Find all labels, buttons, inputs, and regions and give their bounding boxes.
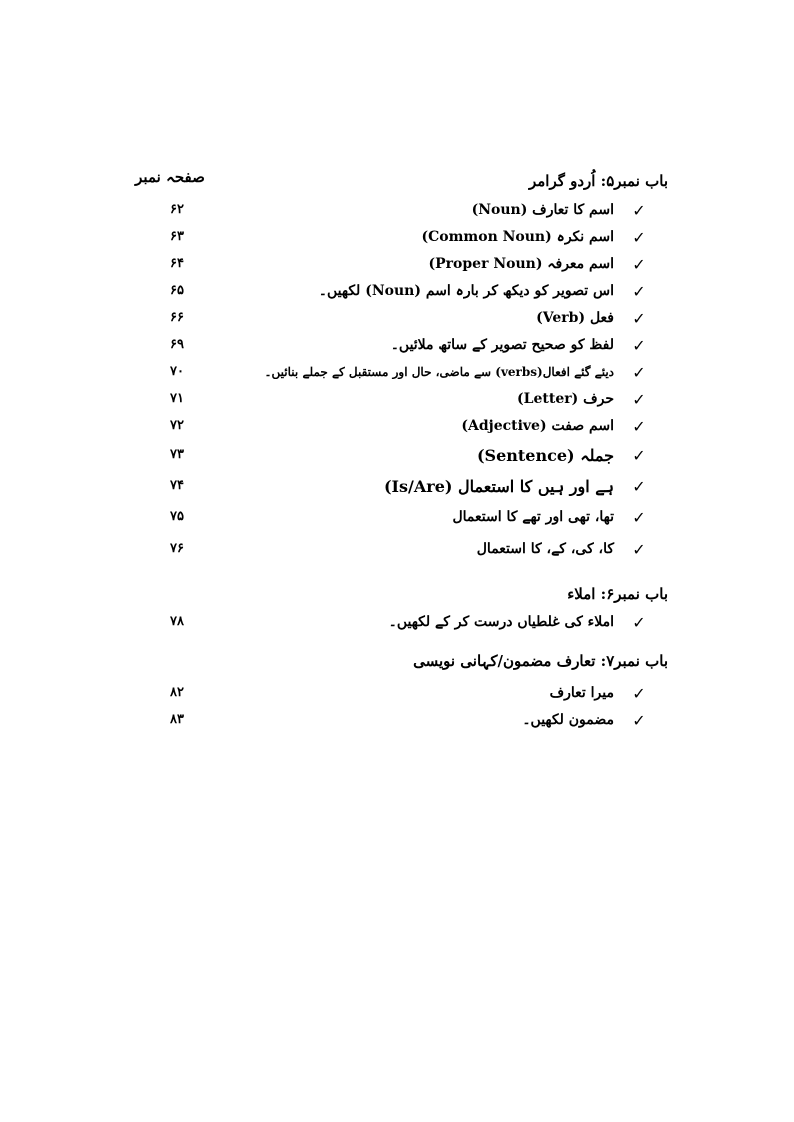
check-icon: ✓	[632, 308, 646, 328]
toc-item-label: اسم معرفہ (Proper Noun)	[428, 256, 614, 272]
toc-item	[150, 537, 654, 561]
toc-item-label: اسم صفت (Adjective)	[461, 418, 614, 434]
toc-item-page: ۶۶	[170, 310, 184, 325]
check-icon: ✓	[632, 445, 646, 465]
check-icon: ✓	[632, 683, 646, 703]
toc-item	[150, 610, 654, 634]
toc-item-label: دیئے گئے افعال(verbs) سے ماضی، حال اور مستقبل کے جملے بنائیں۔	[264, 365, 614, 379]
page-number-header: صفحہ نمبر	[135, 168, 205, 186]
toc-item	[150, 279, 654, 303]
toc-item	[150, 414, 654, 438]
toc-item	[150, 443, 654, 467]
chapter-title: باب نمبر۶: املاء	[567, 585, 668, 603]
toc-item	[150, 198, 654, 222]
toc-item	[150, 306, 654, 330]
toc-item-page: ۷۱	[170, 391, 184, 406]
toc-item	[150, 252, 654, 276]
toc-item-page: ۶۵	[170, 283, 184, 298]
check-icon: ✓	[632, 416, 646, 436]
toc-item-page: ۶۴	[170, 256, 184, 271]
toc-item-page: ۶۹	[170, 337, 184, 352]
toc-item-label: میرا تعارف	[549, 685, 614, 701]
toc-item-label: اسم نکرہ (Common Noun)	[421, 229, 614, 245]
toc-item-label: ہے اور ہیں کا استعمال (Is/Are)	[383, 476, 614, 496]
toc-item-label: اس تصویر کو دیکھ کر بارہ اسم (Noun) لکھیں۔	[318, 283, 614, 299]
check-icon: ✓	[632, 254, 646, 274]
toc-item-page: ۷۸	[170, 614, 184, 629]
toc-item-page: ۶۲	[170, 202, 184, 217]
toc-item	[150, 360, 654, 384]
toc-item-page: ۷۵	[170, 509, 184, 524]
toc-item	[150, 474, 654, 498]
toc-item-page: ۸۲	[170, 685, 184, 700]
check-icon: ✓	[632, 507, 646, 527]
check-icon: ✓	[632, 281, 646, 301]
check-icon: ✓	[632, 476, 646, 496]
toc-item-label: فعل (Verb)	[536, 310, 614, 326]
toc-item-label: تھا، تھی اور تھے کا استعمال	[452, 509, 614, 525]
check-icon: ✓	[632, 539, 646, 559]
check-icon: ✓	[632, 710, 646, 730]
check-icon: ✓	[632, 200, 646, 220]
check-icon: ✓	[632, 362, 646, 382]
toc-item-label: لفظ کو صحیح تصویر کے ساتھ ملائیں۔	[390, 337, 614, 353]
check-icon: ✓	[632, 612, 646, 632]
toc-item-page: ۷۳	[170, 447, 184, 462]
toc-item	[150, 225, 654, 249]
toc-item-label: اسم کا تعارف (Noun)	[471, 202, 614, 218]
toc-item-label: املاء کی غلطیاں درست کر کے لکھیں۔	[388, 614, 614, 630]
check-icon: ✓	[632, 227, 646, 247]
toc-item-label: کا، کی، کے، کا استعمال	[476, 541, 614, 557]
toc-item-label: حرف (Letter)	[517, 391, 614, 407]
check-icon: ✓	[632, 389, 646, 409]
toc-item	[150, 681, 654, 705]
chapter-title: باب نمبر۷: تعارف مضمون/کہانی نویسی	[413, 652, 668, 670]
toc-item	[150, 333, 654, 357]
toc-item	[150, 708, 654, 732]
toc-item-page: ۸۳	[170, 712, 184, 727]
toc-item-label: جملہ (Sentence)	[476, 445, 614, 465]
toc-item-page: ۶۳	[170, 229, 184, 244]
toc-item-page: ۷۴	[170, 478, 184, 493]
toc-item-page: ۷۰	[170, 364, 184, 379]
toc-item	[150, 505, 654, 529]
toc-item-label: مضمون لکھیں۔	[522, 712, 614, 728]
toc-item	[150, 387, 654, 411]
chapter-title: باب نمبر۵: اُردو گرامر	[528, 172, 668, 190]
toc-item-page: ۷۶	[170, 541, 184, 556]
toc-item-page: ۷۲	[170, 418, 184, 433]
check-icon: ✓	[632, 335, 646, 355]
